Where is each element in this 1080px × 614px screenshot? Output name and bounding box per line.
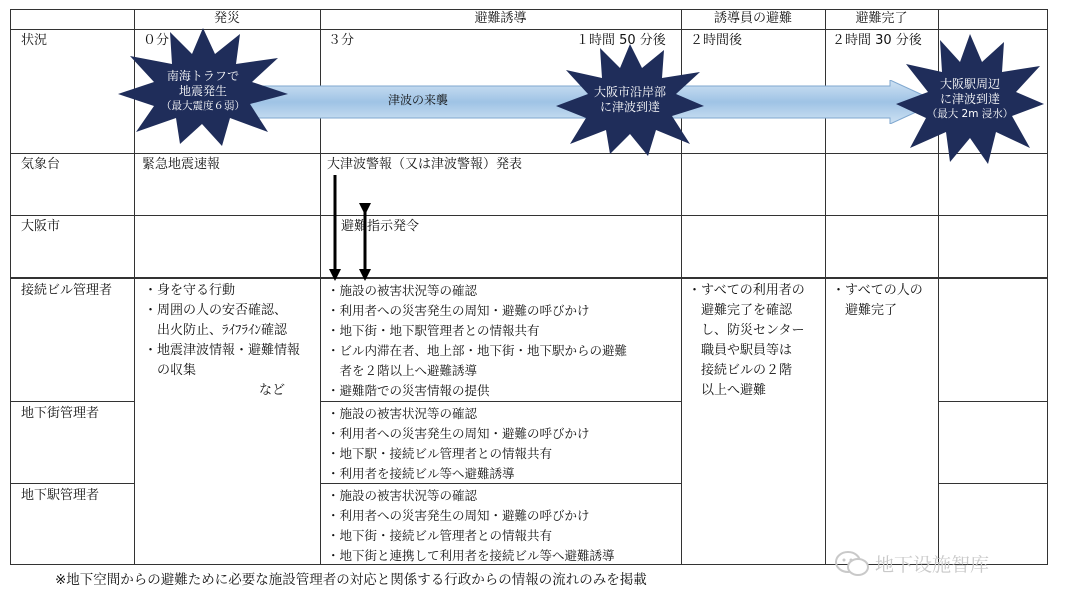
- time-1h50: １時間 50 分後: [576, 33, 666, 48]
- list-item: ・身を守る行動: [144, 283, 236, 298]
- star-eki-line1: 大阪駅周辺: [939, 76, 1000, 91]
- time-0: ０分: [143, 33, 170, 48]
- watermark-text: 地下设施智库: [875, 554, 990, 576]
- tsunami-arrow-label: 津波の来襲: [388, 93, 449, 107]
- star-nankai-line2: 地震発生: [178, 83, 227, 98]
- row-label-kishodai: 気象台: [21, 157, 61, 172]
- chikaeki-hinan-list: [327, 486, 615, 566]
- list-item: 避難完了を確認: [688, 303, 793, 318]
- list-item: ・地下街と連携して利用者を接続ビル等へ避難誘導: [327, 548, 615, 563]
- star-nankai-line1: 南海トラフで: [166, 68, 240, 83]
- time-2h: ２時間後: [690, 33, 743, 48]
- list-item: の収集: [144, 363, 197, 378]
- grid-line: [938, 483, 1048, 484]
- grid-line: [10, 215, 1048, 216]
- kishodai-hassai-text: 緊急地震速報: [142, 157, 221, 172]
- star-eki: [896, 34, 1044, 164]
- list-item: など: [259, 383, 286, 398]
- star-eki-line3: （最大 2m 浸水）: [926, 107, 1014, 120]
- star-nankai-line3: （最大震度６弱）: [161, 99, 245, 112]
- yudoin-list: [688, 281, 805, 401]
- list-item: ・利用者を接続ビル等へ避難誘導: [327, 466, 515, 481]
- time-3: ３分: [328, 33, 355, 48]
- list-item: ・地震津波情報・避難情報: [144, 343, 301, 358]
- setsuzoku-hassai-list: [144, 281, 300, 401]
- list-item: ・すべての利用者の: [688, 283, 805, 298]
- list-item: 避難完了: [832, 303, 898, 318]
- watermark: [835, 550, 989, 577]
- header-hassai: 発災: [213, 11, 240, 26]
- list-item: 接続ビルの２階: [688, 363, 793, 378]
- list-item: ・地下街・接続ビル管理者との情報共有: [327, 528, 553, 543]
- row-label-osaka-shi: 大阪市: [21, 219, 61, 234]
- list-item: ・施設の被害状況等の確認: [327, 406, 478, 421]
- list-item: ・避難階での災害情報の提供: [327, 383, 490, 398]
- list-item: ・施設の被害状況等の確認: [327, 283, 478, 298]
- setsuzoku-hinan-list: [327, 281, 627, 401]
- list-item: ・周囲の人の安否確認、: [144, 303, 288, 318]
- grid-line: [1047, 9, 1048, 565]
- list-item: ・施設の被害状況等の確認: [327, 488, 478, 503]
- grid-line: [938, 401, 1048, 402]
- list-item: ・地下駅・接続ビル管理者との情報共有: [327, 446, 553, 461]
- footnote: ※地下空間からの避難ために必要な施設管理者の対応と関係する行政からの情報の流れのみを掲載: [55, 572, 647, 588]
- star-eki-line2: に津波到達: [939, 91, 1000, 106]
- grid-line: [10, 9, 11, 565]
- grid-line: [10, 483, 134, 484]
- chikagai-hinan-list: [327, 404, 590, 484]
- list-item: し、防災センター: [688, 323, 805, 338]
- list-item: 職員や駅員等は: [688, 343, 793, 358]
- grid-line: [10, 401, 134, 402]
- star-engan-line2: に津波到達: [599, 100, 660, 114]
- header-yudoin-hinan: 誘導員の避難: [713, 11, 792, 26]
- wechat-icon: [835, 551, 869, 577]
- list-item: ・利用者への災害発生の周知・避難の呼びかけ: [327, 508, 590, 523]
- kanryo-list: [832, 281, 923, 321]
- header-hinan-kanryo: 避難完了: [855, 11, 908, 26]
- list-item: ・ビル内滞在者、地上部・地下街・地下駅からの避難: [327, 343, 628, 358]
- list-item: ・地下街・地下駅管理者との情報共有: [327, 323, 540, 338]
- header-hinan-yudo: 避難誘導: [474, 11, 527, 26]
- grid-line: [10, 153, 1048, 154]
- grid-line: [10, 277, 1048, 279]
- time-2h30: ２時間 30 分後: [832, 33, 922, 48]
- osaka-hinan-text: 避難指示発令: [341, 219, 420, 234]
- grid-line: [320, 401, 681, 402]
- list-item: 出火防止、ﾗｲﾌﾗｲﾝ確認: [144, 323, 288, 338]
- list-item: ・すべての人の: [832, 283, 923, 298]
- down-arrow-icon: [325, 175, 375, 283]
- star-nankai: [118, 28, 288, 146]
- list-item: 者を２階以上へ避難誘導: [327, 363, 478, 378]
- list-item: ・利用者への災害発生の周知・避難の呼びかけ: [327, 426, 590, 441]
- star-engan: [556, 44, 704, 156]
- row-label-jokyo: 状況: [21, 33, 48, 48]
- row-label-chikagai: 地下街管理者: [21, 406, 100, 421]
- star-engan-line1: 大阪市沿岸部: [593, 85, 666, 99]
- row-label-chikaeki: 地下駅管理者: [21, 488, 100, 503]
- kishodai-hinan-text: 大津波警報（又は津波警報）発表: [327, 157, 523, 172]
- list-item: ・利用者への災害発生の周知・避難の呼びかけ: [327, 303, 590, 318]
- list-item: 以上へ避難: [688, 383, 767, 398]
- row-label-setsuzoku: 接続ビル管理者: [21, 283, 113, 298]
